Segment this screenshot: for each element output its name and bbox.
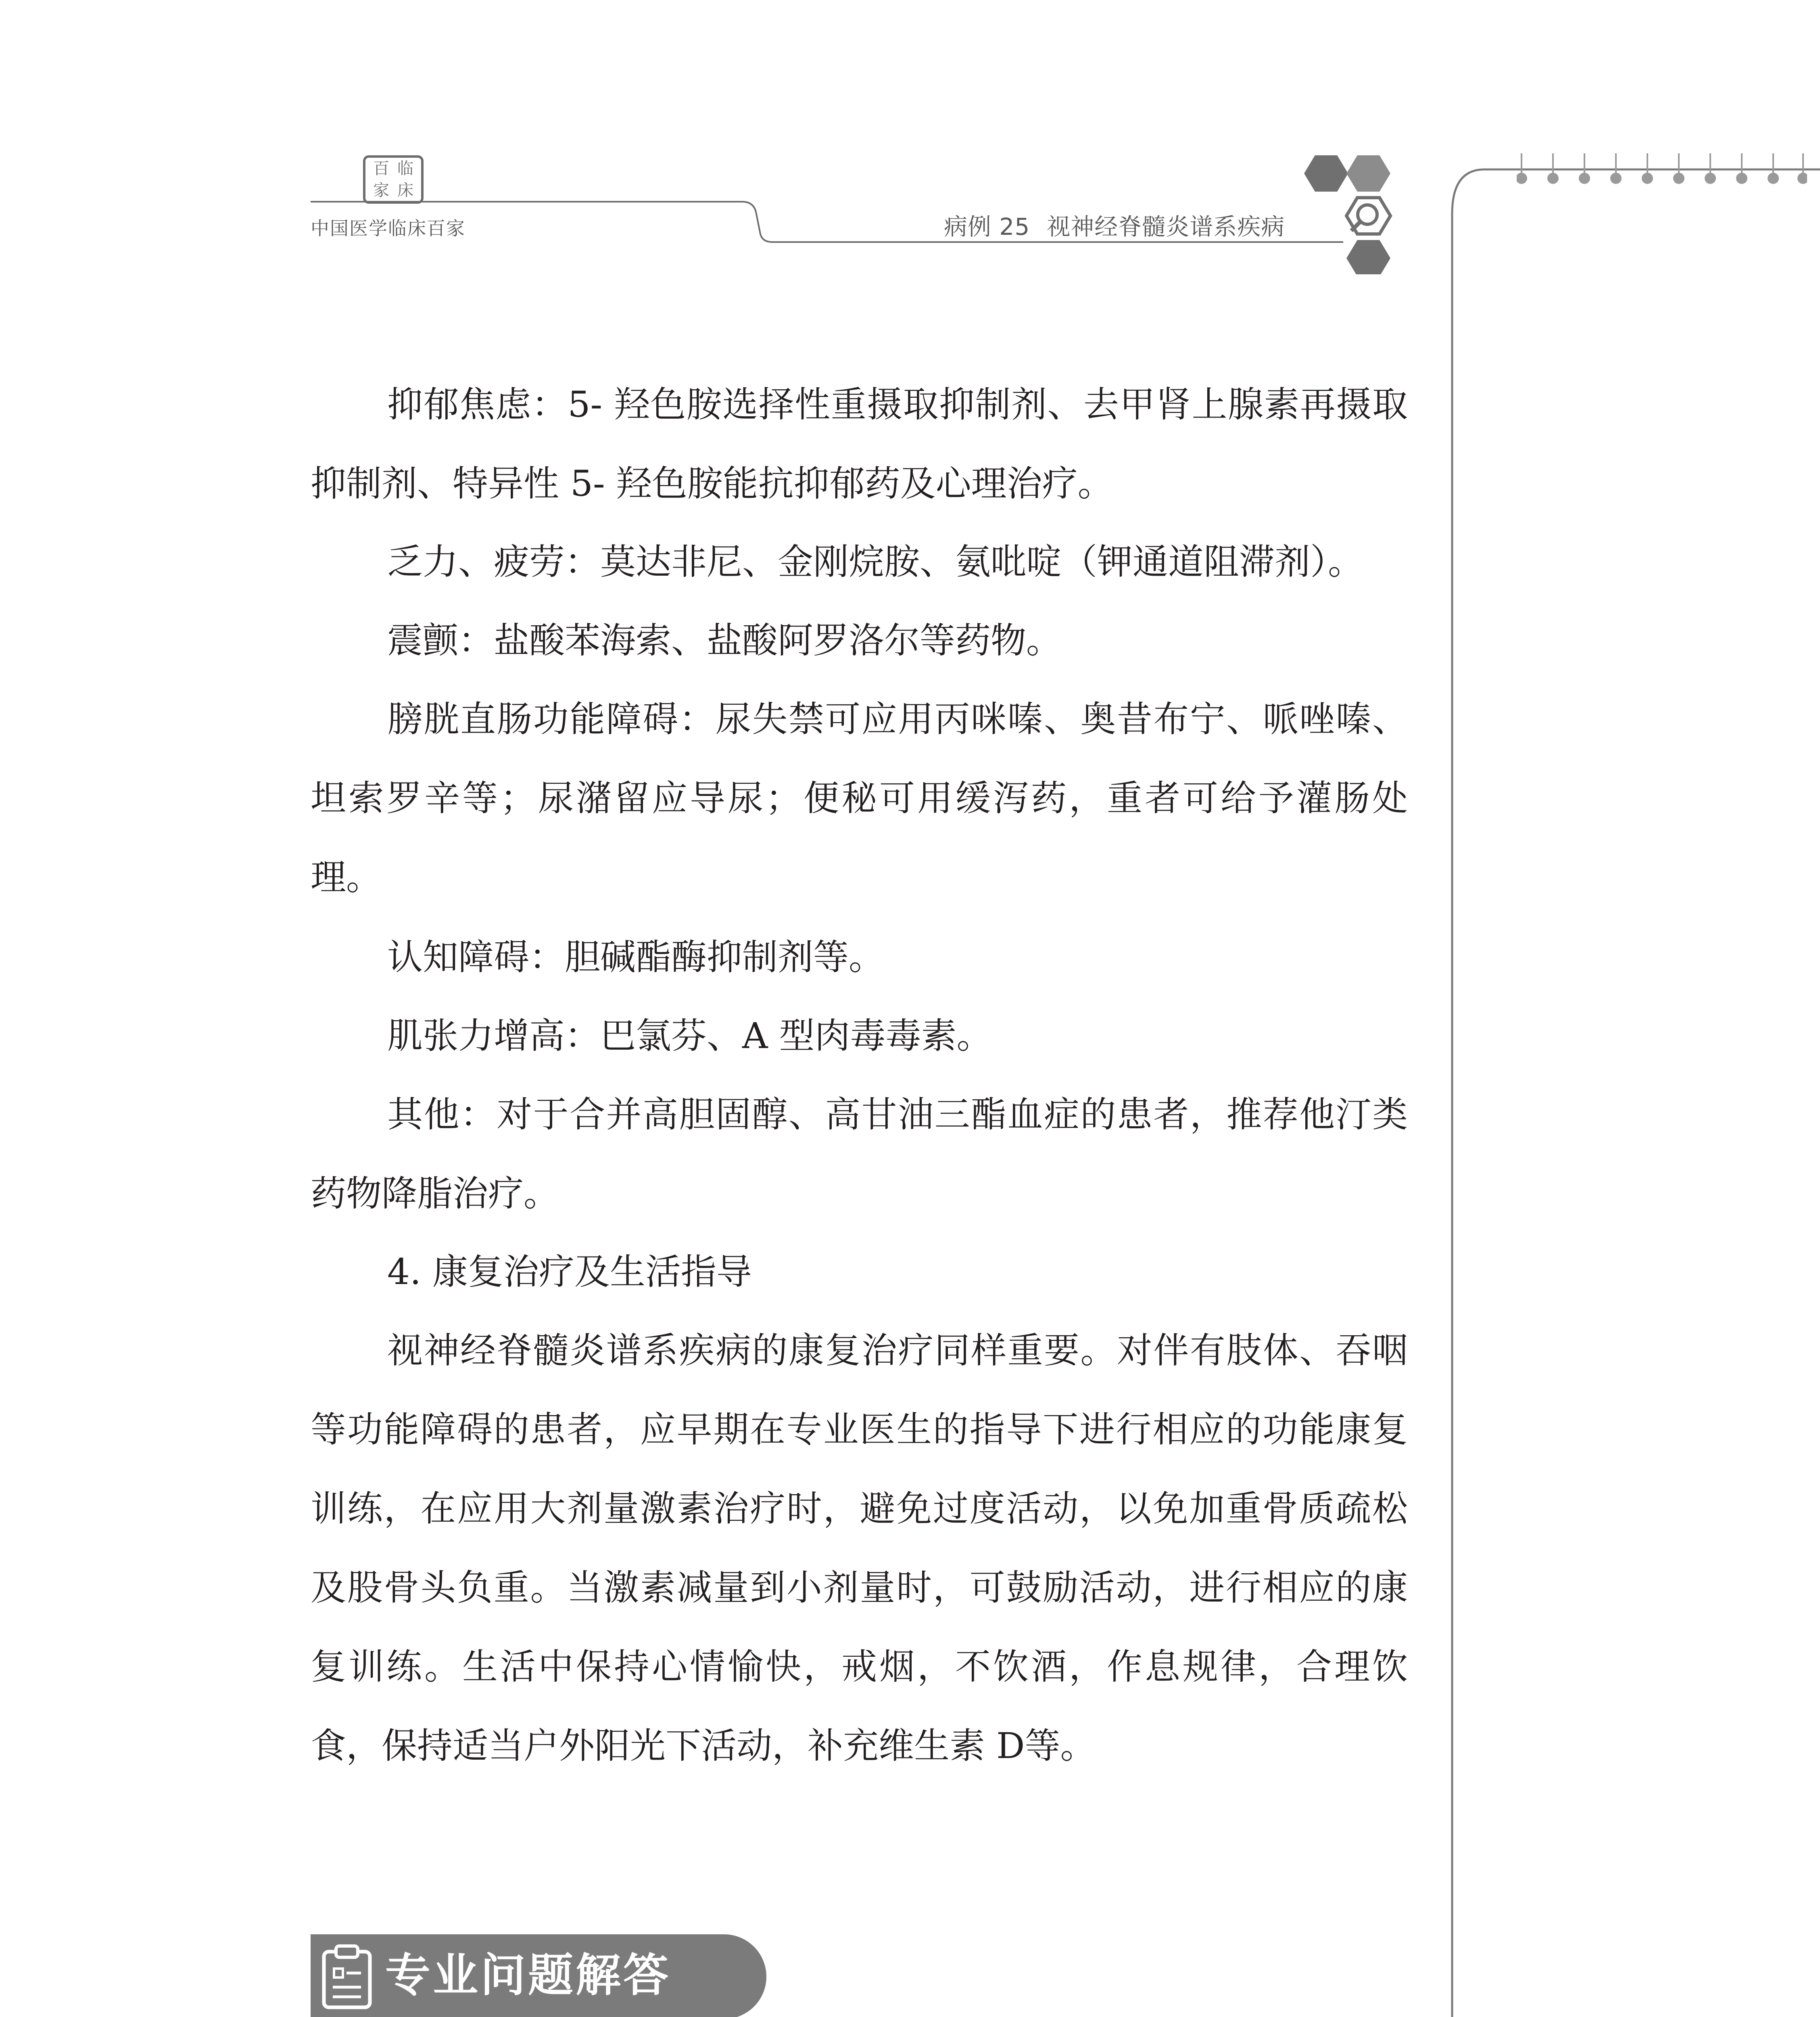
paragraph-tremor: 震颤：盐酸苯海索、盐酸阿罗洛尔等药物。 xyxy=(387,620,1062,661)
binder-rings xyxy=(1517,153,1807,190)
hexagon-magnifier-icon xyxy=(1291,145,1420,274)
chapter-number: 病例 25 xyxy=(944,213,1030,240)
logo-char: 床 xyxy=(397,181,413,200)
paragraph-spasticity: 肌张力增高：巴氯芬、A 型肉毒毒素。 xyxy=(387,1015,992,1057)
paragraph-rehab: 视神经脊髓炎谱系疾病的康复治疗同样重要。对伴有肢体、吞咽等功能障碍的患者，应早期在专业医生的指导下进行相应的功能康复训练，在应用大剂量激素治疗时，避免过度活动，以免加重骨质疏松及股骨头负重。当激素减量到小剂量时，可鼓励活动，进行相应的康复训练。生活中保持心情愉快，戒烟，不饮酒，作息规律，合理饮食，保持适当户外阳光下活动，补充维生素 D等。 xyxy=(311,1330,1408,1766)
paragraph-depression: 抑郁焦虑：5- 羟色胺选择性重摄取抑制剂、去甲肾上腺素再摄取抑制剂、特异性 5- 羟色胺能抗抑郁药及心理治疗。 xyxy=(311,384,1408,504)
paragraph-other: 其他：对于合并高胆固醇、高甘油三酯血症的患者，推荐他汀类药物降脂治疗。 xyxy=(311,1094,1408,1214)
series-label: 中国医学临床百家 xyxy=(311,217,465,239)
chapter-title: 视神经脊髓炎谱系疾病 xyxy=(1047,213,1285,240)
paragraph-fatigue: 乏力、疲劳：莫达非尼、金刚烷胺、氨吡啶（钾通道阻滞剂）。 xyxy=(387,541,1364,583)
logo-char: 家 xyxy=(373,181,389,200)
subheading-rehab: 4. 康复治疗及生活指导 xyxy=(387,1251,752,1292)
paragraph-bladder: 膀胱直肠功能障碍：尿失禁可应用丙咪嗪、奥昔布宁、哌唑嗪、坦索罗辛等；尿潴留应导尿；便秘可用缓泻药，重者可给予灌肠处理。 xyxy=(311,698,1408,898)
chapter-heading xyxy=(944,208,1285,242)
logo-char: 百 xyxy=(373,159,389,178)
section-title: 专业问题解答 xyxy=(385,1949,671,2002)
paragraph-cognition: 认知障碍：胆碱酯酶抑制剂等。 xyxy=(387,936,885,978)
logo-char: 临 xyxy=(397,159,413,178)
clipboard-icon xyxy=(321,1944,373,2010)
notes-margin-frame xyxy=(1436,153,1820,2017)
